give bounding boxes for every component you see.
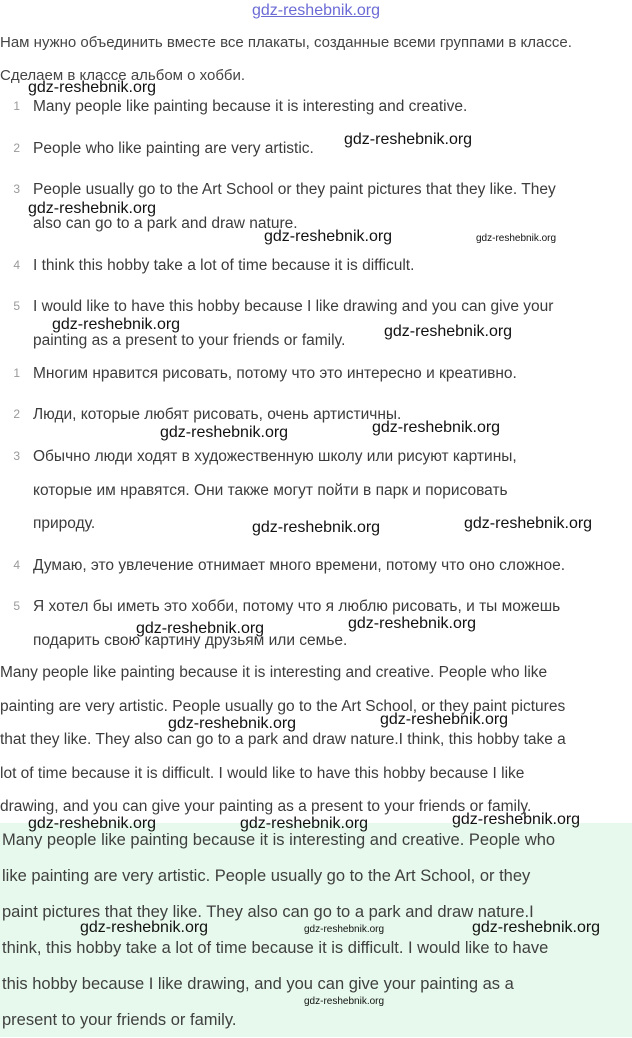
list-item-text: People who like painting are very artistic. (33, 140, 314, 157)
list-item-text: подарить свою картину друзьям или семье. (33, 632, 348, 649)
watermark: gdz-reshebnik.org (476, 233, 557, 244)
top-watermark-link[interactable]: gdz-reshebnik.org (251, 2, 381, 19)
watermark: gdz-reshebnik.org (380, 711, 509, 728)
list-item-number: 3 (13, 182, 20, 196)
paragraph-line: that they like. They also can go to a park and draw nature.I think, this hobby take a (0, 731, 566, 748)
list-item-number: 2 (13, 407, 20, 421)
list-item-number: 4 (13, 558, 20, 572)
list-item-text: которые им нравятся. Они также могут пойти в парк и порисовать (33, 482, 508, 499)
list-item-text: also can go to a park and draw nature. (33, 215, 298, 232)
list-item-text: Думаю, это увлечение отнимает много времени, потому что оно сложное. (33, 557, 566, 574)
list-item-text: природу. (33, 515, 96, 532)
paragraph-line: paint pictures that they like. They also can go to a park and draw nature.I (2, 903, 534, 921)
paragraph-line: Many people like painting because it is interesting and creative. People who (2, 831, 556, 849)
paragraph-line: drawing, and you can give your painting as a present to your friends or family. (0, 798, 532, 815)
list-item-number: 4 (13, 258, 20, 272)
list-item-text: I think this hobby take a lot of time because it is difficult. (33, 257, 415, 274)
watermark: gdz-reshebnik.org (464, 515, 593, 532)
watermark: gdz-reshebnik.org (252, 519, 381, 536)
watermark: gdz-reshebnik.org (472, 919, 601, 936)
watermark: gdz-reshebnik.org (304, 996, 385, 1007)
list-item-text: Обычно люди ходят в художественную школу или рисуют картины, (33, 448, 517, 465)
list-item-text: People usually go to the Art School or they paint pictures that they like. They (33, 181, 556, 198)
paragraph-line: Many people like painting because it is interesting and creative. People who like (0, 664, 548, 681)
watermark: gdz-reshebnik.org (160, 424, 289, 441)
watermark: gdz-reshebnik.org (264, 228, 393, 245)
paragraph-line: lot of time because it is difficult. I would like to have this hobby because I like (0, 764, 525, 782)
watermark: gdz-reshebnik.org (304, 924, 385, 935)
watermark: gdz-reshebnik.org (384, 323, 513, 340)
watermark: gdz-reshebnik.org (452, 811, 581, 828)
paragraph-line: like painting are very artistic. People usually go to the Art School, or they (2, 867, 531, 885)
watermark: gdz-reshebnik.org (372, 419, 501, 436)
list-item-number: 1 (13, 366, 20, 380)
list-item-text: Люди, которые любят рисовать, очень артистичны. (33, 406, 402, 423)
paragraph-plain (0, 656, 632, 824)
watermark: gdz-reshebnik.org (136, 620, 265, 637)
list-item-number: 3 (13, 449, 20, 463)
list-item-number: 1 (13, 99, 20, 113)
watermark: gdz-reshebnik.org (28, 79, 157, 96)
list-item-number: 5 (13, 599, 20, 613)
list-item-number: 5 (13, 299, 20, 313)
watermark: gdz-reshebnik.org (52, 316, 181, 333)
watermark: gdz-reshebnik.org (344, 131, 473, 148)
paragraph-line: painting are very artistic. People usually go to the Art School, or they paint pictures (0, 697, 566, 715)
paragraph-line: present to your friends or family. (2, 1011, 237, 1029)
paragraph-line: think, this hobby take a lot of time because it is difficult. I would like to have (2, 939, 549, 957)
watermark: gdz-reshebnik.org (240, 815, 369, 832)
list-item-text: Many people like painting because it is interesting and creative. (33, 98, 468, 115)
watermark: gdz-reshebnik.org (28, 200, 157, 217)
intro-text: Нам нужно объединить вместе все плакаты, созданные всеми группами в классе. Сделаем в классе альбом о хобби. (0, 34, 572, 84)
list-item-text: Многим нравится рисовать, потому что это интересно и креативно. (33, 365, 517, 382)
watermark: gdz-reshebnik.org (168, 715, 297, 732)
list-item-text: Я хотел бы иметь это хобби, потому что я люблю рисовать, и ты можешь (33, 598, 561, 615)
list-item-text: painting as a present to your friends or family. (33, 332, 346, 349)
watermark: gdz-reshebnik.org (80, 919, 209, 936)
watermark: gdz-reshebnik.org (28, 815, 157, 832)
paragraph-line: this hobby because I like drawing, and you can give your painting as a (2, 975, 514, 993)
watermark: gdz-reshebnik.org (348, 615, 477, 632)
list-item-text: I would like to have this hobby because I like drawing and you can give your (33, 298, 554, 315)
list-item-number: 2 (13, 141, 20, 155)
